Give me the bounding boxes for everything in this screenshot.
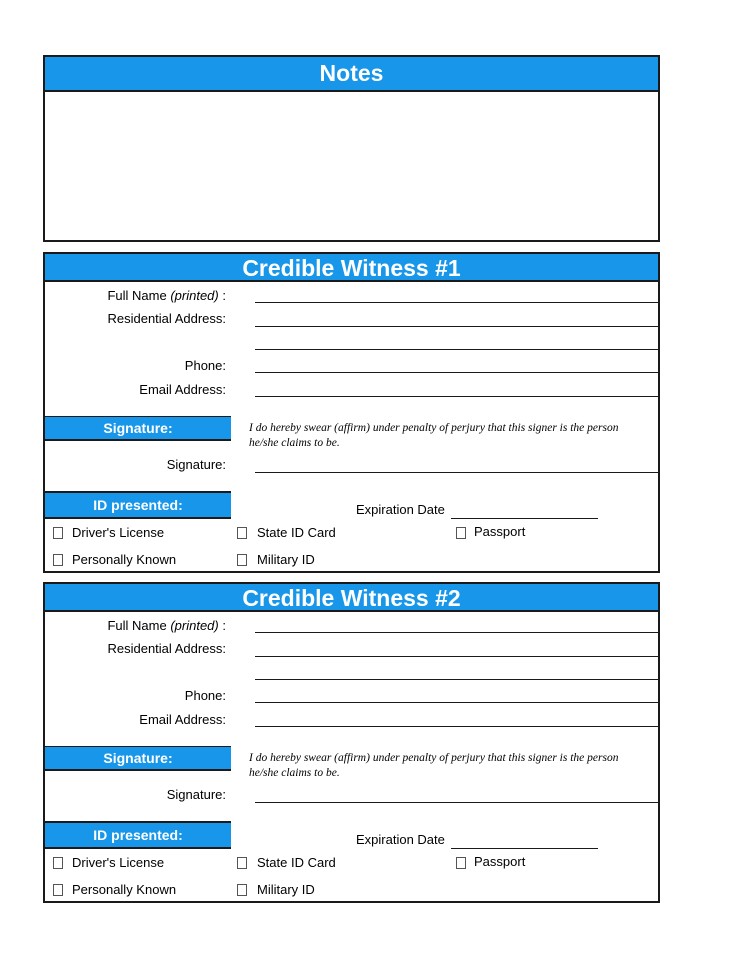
witness-2-section <box>43 582 660 903</box>
residential-address-field-line-1[interactable] <box>255 326 658 327</box>
military-id-checkbox[interactable] <box>237 554 247 566</box>
expiration-date-field[interactable] <box>451 848 598 849</box>
witness-1-title: Credible Witness #1 <box>45 254 658 282</box>
residential-address-field-line-2[interactable] <box>255 679 658 680</box>
residential-address-field-line-2[interactable] <box>255 349 658 350</box>
passport-label: Passport <box>474 854 526 869</box>
full-name-field[interactable] <box>255 302 658 303</box>
personally-known-label: Personally Known <box>72 882 177 897</box>
personally-known-checkbox[interactable] <box>53 554 63 566</box>
residential-address-label: Residential Address: <box>107 641 226 656</box>
email-address-label: Email Address: <box>139 712 226 727</box>
personally-known-label: Personally Known <box>72 552 177 567</box>
military-id-label: Military ID <box>257 882 315 897</box>
notes-title: Notes <box>45 57 658 92</box>
full-name-label: Full Name (printed) : <box>107 618 226 633</box>
id-presented-header: ID presented: <box>45 491 231 519</box>
signature-header: Signature: <box>45 746 231 771</box>
signature-header: Signature: <box>45 416 231 441</box>
drivers-license-checkbox[interactable] <box>53 527 63 539</box>
residential-address-label: Residential Address: <box>107 311 226 326</box>
email-address-field[interactable] <box>255 396 658 397</box>
state-id-card-label: State ID Card <box>257 525 336 540</box>
oath-text: I do hereby swear (affirm) under penalty of perjury that this signer is the person he/she claims to be. <box>249 422 619 449</box>
oath-text: I do hereby swear (affirm) under penalty of perjury that this signer is the person he/she claims to be. <box>249 752 619 779</box>
passport-label: Passport <box>474 524 526 539</box>
signature-label: Signature: <box>166 787 226 802</box>
email-address-label: Email Address: <box>139 382 226 397</box>
signature-field[interactable] <box>255 802 658 803</box>
military-id-label: Military ID <box>257 552 315 567</box>
residential-address-field-line-1[interactable] <box>255 656 658 657</box>
phone-label: Phone: <box>184 688 226 703</box>
expiration-date-label: Expiration Date <box>356 502 445 517</box>
witness-1-section <box>43 252 660 573</box>
state-id-card-label: State ID Card <box>257 855 336 870</box>
military-id-checkbox[interactable] <box>237 884 247 896</box>
phone-field[interactable] <box>255 702 658 703</box>
passport-checkbox[interactable] <box>456 527 466 539</box>
id-presented-header: ID presented: <box>45 821 231 849</box>
drivers-license-label: Driver's License <box>72 525 165 540</box>
personally-known-checkbox[interactable] <box>53 884 63 896</box>
drivers-license-label: Driver's License <box>72 855 165 870</box>
phone-field[interactable] <box>255 372 658 373</box>
state-id-card-checkbox[interactable] <box>237 527 247 539</box>
email-address-field[interactable] <box>255 726 658 727</box>
full-name-label: Full Name (printed) : <box>107 288 226 303</box>
expiration-date-label: Expiration Date <box>356 832 445 847</box>
signature-label: Signature: <box>166 457 226 472</box>
signature-field[interactable] <box>255 472 658 473</box>
drivers-license-checkbox[interactable] <box>53 857 63 869</box>
expiration-date-field[interactable] <box>451 518 598 519</box>
full-name-field[interactable] <box>255 632 658 633</box>
notes-field[interactable] <box>45 92 658 240</box>
notes-section <box>43 55 660 242</box>
witness-2-title: Credible Witness #2 <box>45 584 658 612</box>
state-id-card-checkbox[interactable] <box>237 857 247 869</box>
phone-label: Phone: <box>184 358 226 373</box>
passport-checkbox[interactable] <box>456 857 466 869</box>
